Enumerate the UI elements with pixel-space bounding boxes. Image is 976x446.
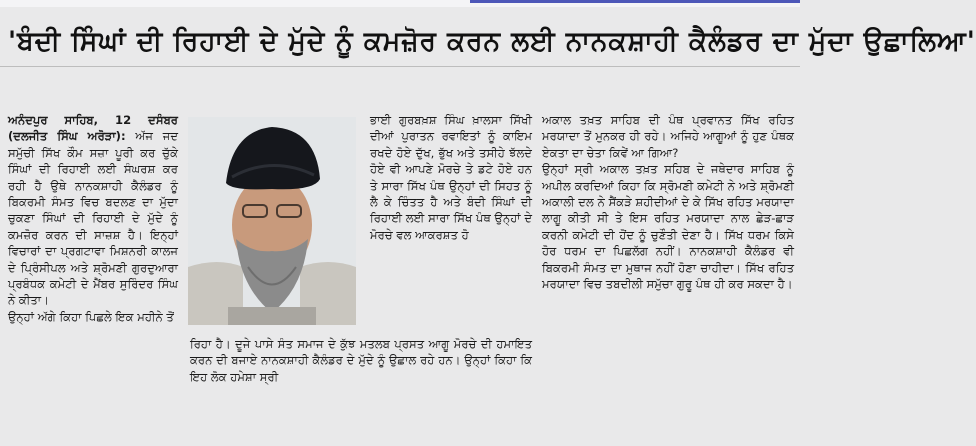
article-column-2-lower (190, 336, 532, 385)
portrait-illustration (188, 117, 356, 325)
article-column-3 (542, 112, 794, 292)
accent-bar (470, 0, 800, 3)
column-2-body-continued: ਰਿਹਾ ਹੈ। ਦੂਜੇ ਪਾਸੇ ਸੰਤ ਸਮਾਜ ਦੇ ਕੁੱਝ ਮਤਲਬ ਪ੍ਰਸਤ ਆਗੂ ਮੋਰਚੇ ਦੀ ਹਮਾਇਤ ਕਰਨ ਦੀ ਬਜਾਏ ਨਾਨਕਸ਼ਾਹੀ ਕੈਲੰਡਰ ਦੇ ਮੁੱਦੇ ਨੂੰ ਉਛਾਲ ਰਹੇ ਹਨ। ਉਨ੍ਹਾਂ ਕਿਹਾ ਕਿ ਇਹ ਲੋਕ ਹਮੇਸ਼ਾ ਸ੍ਰੀ (190, 337, 532, 384)
article-column-2 (370, 112, 532, 243)
top-band (0, 0, 800, 7)
dateline: ਅਨੰਦਪੁਰ ਸਾਹਿਬ, 12 ਦਸੰਬਰ (ਦਲਜੀਤ ਸਿੰਘ ਅਰੋੜਾ): (8, 113, 178, 144)
column-1-text (8, 112, 178, 309)
column-2-body: ਭਾਈ ਗੁਰਬਖ਼ਸ਼ ਸਿੰਘ ਖ਼ਾਲਸਾ ਸਿੱਖੀ ਦੀਆਂ ਪੁਰਾਤਨ ਰਵਾਇਤਾਂ ਨੂੰ ਕਾਇਮ ਰਖਦੇ ਹੋਏ ਦੁੱਖ, ਭੁੱਖ ਅਤੇ ਤਸੀਹੇ ਝੱਲਦੇ ਹੋਏ ਵੀ ਆਪਣੇ ਮੋਰਚੇ ਤੇ ਡਟੇ ਹੋਏ ਹਨ ਤੇ ਸਾਰਾ ਸਿੱਖ ਪੰਥ ਉਨ੍ਹਾਂ ਦੀ ਸਿਹਤ ਨੂੰ ਲੈ ਕੇ ਚਿੰਤਤ ਹੈ ਅਤੇ ਬੰਦੀ ਸਿੰਘਾਂ ਦੀ ਰਿਹਾਈ ਲਈ ਸਾਰਾ ਸਿੱਖ ਪੰਥ ਉਨ੍ਹਾਂ ਦੇ ਮੋਰਚੇ ਵਲ ਆਕਰਸ਼ਤ ਹੋ (370, 113, 532, 242)
column-1-body: ਅੱਜ ਜਦ ਸਮੁੱਚੀ ਸਿੱਖ ਕੌਮ ਸਜ਼ਾ ਪੂਰੀ ਕਰ ਚੁੱਕੇ ਸਿੰਘਾਂ ਦੀ ਰਿਹਾਈ ਲਈ ਸੰਘਰਸ਼ ਕਰ ਰਹੀ ਹੈ ਉਥੇ ਨਾਨਕਸ਼ਾਹੀ ਕੈਲੰਡਰ ਨੂੰ ਬਿਕਰਮੀ ਸੰਮਤ ਵਿਚ ਬਦਲਣ ਦਾ ਮੁੱਦਾ ਚੁਕਣਾ ਸਿੰਘਾਂ ਦੀ ਰਿਹਾਈ ਦੇ ਮੁੱਦੇ ਨੂੰ ਕਮਜ਼ੋਰ ਕਰਨ ਦੀ ਸਾਜ਼ਸ਼ ਹੈ। ਇਨ੍ਹਾਂ ਵਿਚਾਰਾਂ ਦਾ ਪ੍ਰਗਟਾਵਾ ਮਿਸ਼ਨਰੀ ਕਾਲਜ ਦੇ ਪ੍ਰਿੰਸੀਪਲ ਅਤੇ ਸ਼੍ਰੋਮਣੀ ਗੁਰਦੁਆਰਾ ਪ੍ਰਬੰਧਕ ਕਮੇਟੀ ਦੇ ਮੈਂਬਰ ਸੁਰਿੰਦਰ ਸਿੰਘ ਨੇ ਕੀਤਾ। (8, 129, 178, 308)
portrait-photo (188, 117, 356, 325)
headline-rule (0, 66, 800, 67)
column-1-body-continued: ਉਨ੍ਹਾਂ ਅੱਗੇ ਕਿਹਾ ਪਿਛਲੇ ਇਕ ਮਹੀਨੇ ਤੋਂ (8, 309, 174, 324)
article-column-1 (8, 112, 178, 325)
column-3-body: ਅਕਾਲ ਤਖ਼ਤ ਸਾਹਿਬ ਦੀ ਪੰਥ ਪ੍ਰਵਾਨਤ ਸਿੱਖ ਰਹਿਤ ਮਰਯਾਦਾ ਤੋਂ ਮੁਨਕਰ ਹੀ ਰਹੇ। ਅਜਿਹੇ ਆਗੂਆਂ ਨੂੰ ਹੁਣ ਪੰਥਕ ਏਕਤਾ ਦਾ ਚੇਤਾ ਕਿਵੇਂ ਆ ਗਿਆ? (542, 113, 794, 160)
column-3-body-continued: ਉਨ੍ਹਾਂ ਸ੍ਰੀ ਅਕਾਲ ਤਖ਼ਤ ਸਹਿਬ ਦੇ ਜਥੇਦਾਰ ਸਾਹਿਬ ਨੂੰ ਅਪੀਲ ਕਰਦਿਆਂ ਕਿਹਾ ਕਿ ਸ੍ਰੋਮਣੀ ਕਮੇਟੀ ਨੇ ਅਤੇ ਸ਼੍ਰੋਮਣੀ ਅਕਾਲੀ ਦਲ ਨੇ ਸੈਂਕੜੇ ਸ਼ਹੀਦੀਆਂ ਦੇ ਕੇ ਸਿੱਖ ਰਹਿਤ ਮਰਯਾਦਾ ਲਾਗੂ ਕੀਤੀ ਸੀ ਤੇ ਇਸ ਰਹਿਤ ਮਰਯਾਦਾ ਨਾਲ ਛੇੜ-ਛਾੜ ਕਰਨੀ ਕਮੇਟੀ ਦੀ ਹੋਂਦ ਨੂੰ ਚੁਣੌਤੀ ਦੇਣਾ ਹੈ। ਸਿੱਖ ਧਰਮ ਕਿਸੇ ਹੋਰ ਧਰਮ ਦਾ ਪਿਛਲੱਗ ਨਹੀਂ। ਨਾਨਕਸ਼ਾਹੀ ਕੈਲੰਡਰ ਵੀ ਬਿਕਰਮੀ ਸੰਮਤ ਦਾ ਮੁਥਾਜ ਨਹੀਂ ਹੋਣਾ ਚਾਹੀਦਾ। ਸਿੱਖ ਰਹਿਤ ਮਰਯਾਦਾ ਵਿਚ ਤਬਦੀਲੀ ਸਮੁੱਚਾ ਗੁਰੂ ਪੰਥ ਹੀ ਕਰ ਸਕਦਾ ਹੈ। (542, 162, 794, 292)
headline: 'ਬੰਦੀ ਸਿੰਘਾਂ ਦੀ ਰਿਹਾਈ ਦੇ ਮੁੱਦੇ ਨੂੰ ਕਮਜ਼ੋਰ ਕਰਨ ਲਈ ਨਾਨਕਸ਼ਾਹੀ ਕੈਲੰਡਰ ਦਾ ਮੁੱਦਾ ਉਛਾਲਿਆ' (8, 26, 976, 57)
